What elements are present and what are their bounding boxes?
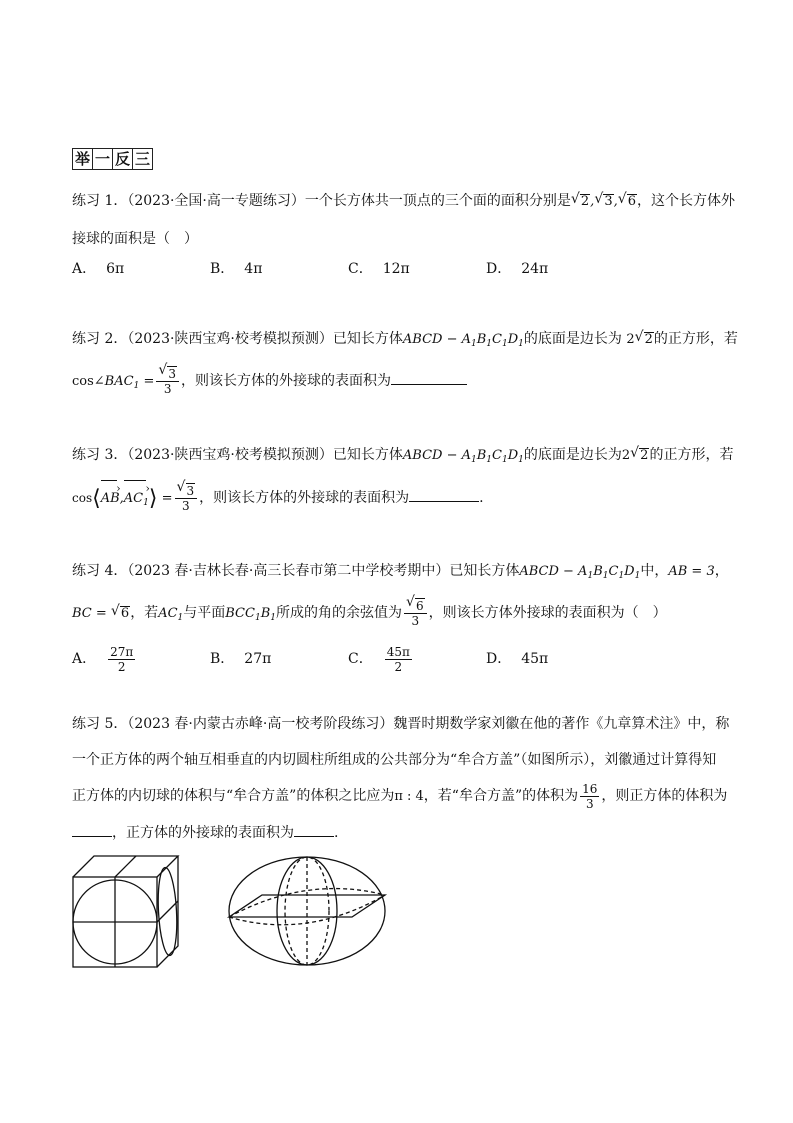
exercise-2-cos-value: √ $\frac{3}{3}$ — [156, 366, 179, 396]
exercise-4-text-b2: 与平面 — [183, 605, 226, 621]
exercise-3-solid: ABCD − $A_1B_1C_1D_1$ — [402, 448, 524, 465]
exercise-1-text-tail: ，这个长方体外 — [637, 193, 736, 209]
exercise-1-option-a[interactable]: A． 6π — [72, 261, 125, 277]
exercise-3-text-c: 的正方形，若 — [649, 447, 734, 463]
exercise-2-solid: ABCD − $A_1B_1C_1D_1$ — [402, 332, 524, 349]
exercise-5-volume: $\frac{16}{3}$ — [582, 781, 598, 811]
right-mid-line — [157, 901, 178, 922]
exercise-4-text-c: 所成的角的余弦值为 — [276, 605, 402, 621]
exercise-5-text-1: 练习 5．（2023 春·内蒙古赤峰·高一校考阶段练习）魏晋时期数学家刘徽在他的著作《九章算术注》中，称 — [72, 716, 730, 732]
exercise-5-text-2: 一个正方体的两个轴互相垂直的内切圆柱所组成的公共部分为“牟合方盖”（如图所示），刘徽通过计算得知 — [72, 752, 717, 768]
exercise-5-text-4: ，正方体的外接球的表面积为 — [112, 825, 294, 841]
exercise-5-period: . — [334, 825, 339, 841]
exercise-1-option-b[interactable]: B． 4π — [210, 261, 263, 277]
exercise-4-question: ，则该长方体外接球的表面积为（ ） — [428, 605, 667, 621]
exercise-2-text-b: 的底面是边长为 — [523, 331, 622, 347]
exercise-1-text: 练习 1．（2023·全国·高一专题练习）一个长方体共一顶点的三个面的面积分别是 — [72, 193, 571, 209]
exercise-3-question: ，则该长方体的外接球的表面积为 — [199, 490, 410, 506]
exercise-5-answer-blank-2[interactable] — [294, 822, 334, 837]
mouhefanggai-figure — [229, 857, 385, 965]
exercise-3-text: 练习 3．（2023·陕西宝鸡·校考模拟预测）已知长方体 — [72, 447, 403, 463]
exercise-4-option-b[interactable]: B． 27π — [210, 651, 272, 667]
exercise-2-text: 练习 2．（2023·陕西宝鸡·校考模拟预测）已知长方体 — [72, 331, 403, 347]
exercise-3-answer-blank[interactable] — [409, 487, 479, 502]
section-title-char: 三 — [132, 148, 153, 170]
section-title-char: 一 — [92, 148, 113, 170]
cube-figure — [73, 856, 179, 967]
exercise-2-text-c: 的正方形，若 — [653, 331, 738, 347]
exercise-2-question: ，则该长方体的外接球的表面积为 — [180, 373, 391, 389]
exercise-4-solid: ABCD − $A_1B_1C_1D_1$ — [519, 564, 641, 581]
exercise-5-line-1 — [72, 713, 730, 735]
exercise-5-answer-blank-1[interactable] — [72, 822, 112, 837]
exercise-4-option-d[interactable]: D． 45π — [486, 651, 549, 667]
exercise-1-line-1 — [72, 190, 736, 213]
exercise-4-text: 练习 4．（2023 春·吉林长春·高三长春市第二中学校考期中）已知长方体 — [72, 563, 520, 579]
exercise-2-side-length: 2√ 2 — [626, 332, 654, 347]
exercise-5-ratio: π : 4 — [394, 789, 424, 804]
exercise-1-option-c[interactable]: C． 12π — [348, 261, 410, 277]
exercise-4-comma: ， — [714, 563, 729, 579]
figures — [72, 855, 392, 975]
exercise-3-period: . — [479, 490, 484, 506]
exercise-5-line-2 — [72, 749, 723, 771]
top-mid-line — [115, 856, 136, 877]
exercise-4-option-c[interactable]: C． $\frac{45\pi}{2}$ — [348, 644, 410, 674]
exercise-5-text-3b: ，若“牟合方盖”的体积为 — [423, 788, 579, 804]
exercise-1-option-d[interactable]: D． 24π — [486, 261, 549, 277]
exercise-1-line-2 — [72, 228, 723, 250]
exercise-1-face-areas: √ 2,√ 3,√ 6 — [571, 194, 637, 209]
exercise-3-side-length: 2√ 2 — [622, 448, 650, 463]
exercise-3-line-2 — [72, 480, 723, 521]
exercise-1-options — [72, 258, 672, 280]
exercise-3-text-b: 的底面是边长为 — [523, 447, 622, 463]
exercise-4-diagonal: $AC_1$ — [158, 606, 184, 623]
exercise-5-text-3a: 正方体的内切球的体积与“牟合方盖”的体积之比应为 — [72, 788, 395, 804]
exercise-5-line-4 — [72, 822, 723, 844]
section-title-char: 反 — [112, 148, 133, 170]
exercise-4-plane: $BCC_1B_1$ — [225, 606, 276, 623]
exercise-2-cos-expr: $\cos\angle BAC_1$ = — [72, 374, 155, 391]
exercise-4-text-a: ，若 — [130, 605, 159, 621]
exercise-2-line-2 — [72, 364, 723, 403]
exercise-3-line-1 — [72, 444, 734, 471]
exercise-4-option-a[interactable]: A． $\frac{27\pi}{2}$ — [72, 644, 134, 674]
section-title-char: 举 — [72, 148, 93, 170]
exercise-4-cos-value: √ $\frac{6}{3}$ — [404, 598, 427, 628]
exercise-4-line-2 — [72, 596, 723, 635]
exercise-5-line-3 — [72, 778, 728, 815]
exercise-4-line-1 — [72, 560, 729, 587]
exercise-3-cos-value: √ $\frac{3}{3}$ — [175, 483, 198, 513]
exercise-2-line-1 — [72, 328, 738, 355]
exercise-4-options — [72, 640, 672, 678]
exercise-4-ab-length: AB = 3 — [668, 564, 715, 579]
mouhefanggai-figures — [72, 855, 392, 971]
exercise-4-bc-length: BC = √ 6 — [72, 606, 130, 621]
exercise-4-text-b: 中， — [640, 563, 669, 579]
exercise-5-text-3c: ，则正方体的体积为 — [601, 788, 728, 804]
section-title — [72, 148, 152, 170]
exercise-2-answer-blank[interactable] — [391, 370, 467, 385]
exercise-1-question: 接球的面积是（ ） — [72, 231, 198, 247]
exercise-3-cos-expr: cos⟨AB $›,AC_1$ ›⟩ = — [72, 491, 173, 506]
